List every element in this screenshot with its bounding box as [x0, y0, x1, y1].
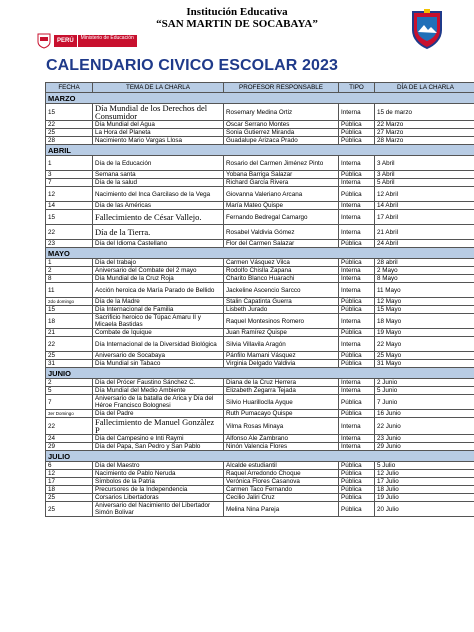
type-cell: Interna — [339, 202, 375, 210]
teacher-cell: Raquel Arredondo Choque — [224, 470, 339, 478]
type-cell: Pública — [339, 259, 375, 267]
talk-day-cell: 29 Junio — [375, 443, 474, 451]
teacher-cell: Silvio Huarilloclla Ayque — [224, 395, 339, 410]
teacher-cell: Sonia Gutierrez Miranda — [224, 129, 339, 137]
talk-day-cell: 16 Junio — [375, 410, 474, 418]
date-cell: 3 — [46, 171, 93, 179]
date-cell: 25 — [46, 494, 93, 502]
table-row — [46, 240, 474, 248]
teacher-cell: Alcalde estudiantil — [224, 462, 339, 470]
topic-cell: Día Mundial de los Derechos del Consumidor — [93, 104, 224, 121]
table-row — [46, 202, 474, 210]
type-cell: Pública — [339, 306, 375, 314]
type-cell: Pública — [339, 360, 375, 368]
date-cell: 15 — [46, 210, 93, 225]
date-cell: 15 — [46, 104, 93, 121]
date-cell: 1 — [46, 259, 93, 267]
date-cell: 31 — [46, 360, 93, 368]
topic-cell: Día Internacional de Familia — [93, 306, 224, 314]
table-row — [46, 121, 474, 129]
type-cell: Pública — [339, 329, 375, 337]
date-cell: 24 — [46, 435, 93, 443]
topic-cell: Día Mundial del Agua — [93, 121, 224, 129]
table-row — [46, 418, 474, 435]
date-cell: 25 — [46, 502, 93, 517]
date-cell: 22 — [46, 337, 93, 352]
topic-cell: Día Mundial sin Tabaco — [93, 360, 224, 368]
month-row — [46, 368, 474, 379]
topic-cell: Día de la Madre — [93, 298, 224, 306]
date-cell: 8 — [46, 275, 93, 283]
teacher-cell: Yobana Barriga Salazar — [224, 171, 339, 179]
date-cell: 1 — [46, 156, 93, 171]
type-cell: Interna — [339, 418, 375, 435]
type-cell: Pública — [339, 462, 375, 470]
talk-day-cell: 11 Mayo — [375, 283, 474, 298]
table-row — [46, 462, 474, 470]
table-row — [46, 387, 474, 395]
talk-day-cell: 17 Julio — [375, 478, 474, 486]
institution-header — [0, 6, 474, 30]
table-row — [46, 306, 474, 314]
teacher-cell: Elizabeth Zegarra Tejada — [224, 387, 339, 395]
topic-cell: La Hora del Planeta — [93, 129, 224, 137]
column-header-dia: DÍA DE LA CHARLA — [375, 83, 474, 93]
month-label: JUNIO — [46, 368, 474, 379]
topic-cell: Día de la salud — [93, 179, 224, 187]
talk-day-cell: 7 Junio — [375, 395, 474, 410]
topic-cell: Combate de Iquique — [93, 329, 224, 337]
teacher-cell: Giovanna Valeriano Arcana — [224, 187, 339, 202]
type-cell: Interna — [339, 283, 375, 298]
teacher-cell: Ruth Pumacayo Quispe — [224, 410, 339, 418]
teacher-cell: Juan Ramírez Quispe — [224, 329, 339, 337]
date-cell: 7 — [46, 395, 93, 410]
table-row — [46, 435, 474, 443]
date-cell: 18 — [46, 486, 93, 494]
date-cell: 28 — [46, 137, 93, 145]
type-cell: Interna — [339, 156, 375, 171]
talk-day-cell: 19 Mayo — [375, 329, 474, 337]
topic-cell: Día del Campesino e Inti Raymi — [93, 435, 224, 443]
date-cell: 11 — [46, 283, 93, 298]
talk-day-cell: 24 Abril — [375, 240, 474, 248]
talk-day-cell: 12 Mayo — [375, 298, 474, 306]
table-row — [46, 443, 474, 451]
topic-cell: Nacimiento Mario Vargas Llosa — [93, 137, 224, 145]
type-cell: Interna — [339, 387, 375, 395]
topic-cell: Corsarios Libertadoras — [93, 494, 224, 502]
teacher-cell: Oscar Serrano Montes — [224, 121, 339, 129]
type-cell: Pública — [339, 410, 375, 418]
topic-cell: Precursores de la Independencia — [93, 486, 224, 494]
date-cell: 12 — [46, 470, 93, 478]
table-row — [46, 156, 474, 171]
table-row — [46, 379, 474, 387]
table-row — [46, 494, 474, 502]
table-row — [46, 395, 474, 410]
topic-cell: Nacimiento del Inca Garcilaso de la Vega — [93, 187, 224, 202]
talk-day-cell: 14 Abril — [375, 202, 474, 210]
type-cell: Pública — [339, 187, 375, 202]
topic-cell: Día del Prócer Faustino Sánchez C. — [93, 379, 224, 387]
logo-peru-text: PERÚ — [54, 35, 77, 47]
type-cell: Pública — [339, 171, 375, 179]
table-row — [46, 267, 474, 275]
teacher-cell: Rosemary Medina Ortiz — [224, 104, 339, 121]
table-row — [46, 137, 474, 145]
table-row — [46, 129, 474, 137]
type-cell: Interna — [339, 443, 375, 451]
table-row — [46, 171, 474, 179]
talk-day-cell: 20 Julio — [375, 502, 474, 517]
type-cell: Interna — [339, 337, 375, 352]
talk-day-cell: 15 de marzo — [375, 104, 474, 121]
type-cell: Pública — [339, 137, 375, 145]
topic-cell: Sacrificio heroico de Túpac Amaru II y Micaela Bastidas — [93, 314, 224, 329]
date-cell: 29 — [46, 443, 93, 451]
topic-cell: Acción heroica de María Parado de Bellido — [93, 283, 224, 298]
table-row — [46, 179, 474, 187]
teacher-cell: Stalin Capatinta Guerra — [224, 298, 339, 306]
talk-day-cell: 22 Mayo — [375, 337, 474, 352]
logo-ministerio-text: Ministerio de Educación — [78, 35, 137, 47]
column-header-tipo: TIPO — [339, 83, 375, 93]
table-row — [46, 225, 474, 240]
date-cell: 6 — [46, 462, 93, 470]
month-label: ABRIL — [46, 145, 474, 156]
month-row — [46, 145, 474, 156]
topic-cell: Aniversario del Combate del 2 mayo — [93, 267, 224, 275]
date-cell: 15 — [46, 306, 93, 314]
table-row — [46, 337, 474, 352]
talk-day-cell: 28 Marzo — [375, 137, 474, 145]
teacher-cell: Carmen Vásquez Vilca — [224, 259, 339, 267]
date-cell: 2 — [46, 379, 93, 387]
teacher-cell: Melina Nina Pareja — [224, 502, 339, 517]
table-row — [46, 329, 474, 337]
talk-day-cell: 3 Abril — [375, 156, 474, 171]
date-cell: 21 — [46, 329, 93, 337]
type-cell: Interna — [339, 210, 375, 225]
table-row — [46, 104, 474, 121]
teacher-cell: Vilma Rosas Minaya — [224, 418, 339, 435]
teacher-cell: Pánfilo Mamani Vásquez — [224, 352, 339, 360]
date-cell: 3er Domingo — [46, 410, 93, 418]
type-cell: Pública — [339, 129, 375, 137]
teacher-cell: Charito Blanco Huarachi — [224, 275, 339, 283]
teacher-cell: Guadalupe Arizaca Prado — [224, 137, 339, 145]
topic-cell: Fallecimiento de Manuel Gonzàlez P — [93, 418, 224, 435]
teacher-cell: Diana de la Cruz Herrera — [224, 379, 339, 387]
date-cell: 23 — [46, 240, 93, 248]
date-cell: 18 — [46, 314, 93, 329]
table-header-row — [46, 83, 474, 93]
topic-cell: Semana santa — [93, 171, 224, 179]
teacher-cell: Rosabel Valdivia Gómez — [224, 225, 339, 240]
talk-day-cell: 22 Junio — [375, 418, 474, 435]
column-header-tema: TEMA DE LA CHARLA — [93, 83, 224, 93]
calendar-table — [45, 82, 474, 517]
type-cell: Pública — [339, 494, 375, 502]
type-cell: Pública — [339, 121, 375, 129]
teacher-cell: Raquel Montesinos Romero — [224, 314, 339, 329]
talk-day-cell: 5 Julio — [375, 462, 474, 470]
teacher-cell: Virginia Delgado Valdivia — [224, 360, 339, 368]
date-cell: 22 — [46, 418, 93, 435]
topic-cell: Día del Idioma Castellano — [93, 240, 224, 248]
table-row — [46, 486, 474, 494]
teacher-cell: Jackeline Ascencio Sarcco — [224, 283, 339, 298]
table-row — [46, 275, 474, 283]
teacher-cell: Verónica Flores Casanova — [224, 478, 339, 486]
table-row — [46, 298, 474, 306]
talk-day-cell: 15 Mayo — [375, 306, 474, 314]
month-label: MARZO — [46, 93, 474, 104]
type-cell: Pública — [339, 486, 375, 494]
topic-cell: Símbolos de la Patria — [93, 478, 224, 486]
teacher-cell: Richard García Rivera — [224, 179, 339, 187]
talk-day-cell: 8 Mayo — [375, 275, 474, 283]
type-cell: Interna — [339, 267, 375, 275]
topic-cell: Día del trabajo — [93, 259, 224, 267]
talk-day-cell: 28 abril — [375, 259, 474, 267]
table-row — [46, 352, 474, 360]
institution-name: “SAN MARTIN DE SOCABAYA” — [156, 18, 318, 30]
type-cell: Interna — [339, 104, 375, 121]
date-cell: 14 — [46, 202, 93, 210]
type-cell: Interna — [339, 275, 375, 283]
topic-cell: Día Mundial de la Cruz Roja — [93, 275, 224, 283]
talk-day-cell: 25 Mayo — [375, 352, 474, 360]
talk-day-cell: 5 Abril — [375, 179, 474, 187]
teacher-cell: Flor del Carmen Salazar — [224, 240, 339, 248]
date-cell: 22 — [46, 225, 93, 240]
teacher-cell: Fernando Bedregal Camargo — [224, 210, 339, 225]
topic-cell: Día de la Educación — [93, 156, 224, 171]
table-row — [46, 187, 474, 202]
table-row — [46, 478, 474, 486]
talk-day-cell: 18 Mayo — [375, 314, 474, 329]
column-header-fecha: FECHA — [46, 83, 93, 93]
topic-cell: Día del Maestro — [93, 462, 224, 470]
teacher-cell: Cecilio Jaliri Cruz — [224, 494, 339, 502]
topic-cell: Día del Papa, San Pedro y San Pablo — [93, 443, 224, 451]
teacher-cell: Lisbeth Jurado — [224, 306, 339, 314]
school-crest-icon — [410, 8, 444, 50]
table-row — [46, 410, 474, 418]
teacher-cell: Silvia Villavila Aragón — [224, 337, 339, 352]
talk-day-cell: 21 Abril — [375, 225, 474, 240]
table-row — [46, 259, 474, 267]
month-row — [46, 248, 474, 259]
date-cell: 5 — [46, 387, 93, 395]
month-row — [46, 93, 474, 104]
talk-day-cell: 5 Junio — [375, 387, 474, 395]
table-row — [46, 360, 474, 368]
date-cell: 25 — [46, 129, 93, 137]
talk-day-cell: 27 Marzo — [375, 129, 474, 137]
minedu-logo — [36, 33, 137, 49]
topic-cell: Nacimiento de Pablo Neruda — [93, 470, 224, 478]
table-row — [46, 210, 474, 225]
date-cell: 12 — [46, 187, 93, 202]
teacher-cell: Rosario del Carmen Jiménez Pinto — [224, 156, 339, 171]
type-cell: Interna — [339, 314, 375, 329]
type-cell: Interna — [339, 179, 375, 187]
page-title: CALENDARIO CIVICO ESCOLAR 2023 — [46, 57, 338, 74]
talk-day-cell: 2 Junio — [375, 379, 474, 387]
talk-day-cell: 12 Julio — [375, 470, 474, 478]
date-cell: 22 — [46, 121, 93, 129]
type-cell: Interna — [339, 379, 375, 387]
month-row — [46, 451, 474, 462]
date-cell: 17 — [46, 478, 93, 486]
talk-day-cell: 3 Abril — [375, 171, 474, 179]
type-cell: Pública — [339, 298, 375, 306]
type-cell: Pública — [339, 502, 375, 517]
institution-label: Institución Educativa — [186, 6, 288, 18]
calendar-body — [46, 93, 474, 517]
teacher-cell: Rodolfo Chislla Zapana — [224, 267, 339, 275]
type-cell: Interna — [339, 435, 375, 443]
teacher-cell: Alfonso Ale Zambrano — [224, 435, 339, 443]
talk-day-cell: 12 Abril — [375, 187, 474, 202]
type-cell: Pública — [339, 478, 375, 486]
table-row — [46, 502, 474, 517]
topic-cell: Día del Padre — [93, 410, 224, 418]
topic-cell: Día Internacional de la Diversidad Biológica — [93, 337, 224, 352]
date-cell: 2do domingo — [46, 298, 93, 306]
type-cell: Pública — [339, 240, 375, 248]
type-cell: Pública — [339, 352, 375, 360]
date-cell: 7 — [46, 179, 93, 187]
talk-day-cell: 23 Junio — [375, 435, 474, 443]
column-header-profesor: PROFESOR RESPONSABLE — [224, 83, 339, 93]
talk-day-cell: 17 Abril — [375, 210, 474, 225]
type-cell: Interna — [339, 225, 375, 240]
teacher-cell: María Mateo Quispe — [224, 202, 339, 210]
topic-cell: Día de la Tierra. — [93, 225, 224, 240]
table-row — [46, 314, 474, 329]
peru-shield-icon — [36, 33, 52, 49]
teacher-cell: Carmen Taco Fernando — [224, 486, 339, 494]
table-row — [46, 283, 474, 298]
topic-cell: Día de las Américas — [93, 202, 224, 210]
talk-day-cell: 19 Julio — [375, 494, 474, 502]
topic-cell: Fallecimiento de César Vallejo. — [93, 210, 224, 225]
talk-day-cell: 31 Mayo — [375, 360, 474, 368]
date-cell: 2 — [46, 267, 93, 275]
topic-cell: Aniversario de Socabaya — [93, 352, 224, 360]
topic-cell: Día Mundial del Medio Ambiente — [93, 387, 224, 395]
teacher-cell: Ninón Valencia Flores — [224, 443, 339, 451]
month-label: MAYO — [46, 248, 474, 259]
talk-day-cell: 22 Marzo — [375, 121, 474, 129]
talk-day-cell: 18 Julio — [375, 486, 474, 494]
date-cell: 25 — [46, 352, 93, 360]
type-cell: Pública — [339, 470, 375, 478]
table-row — [46, 470, 474, 478]
month-label: JULIO — [46, 451, 474, 462]
type-cell: Pública — [339, 395, 375, 410]
topic-cell: Aniversario del Nacimiento del Libertador Simón Bolivar — [93, 502, 224, 517]
topic-cell: Aniversario de la batalla de Arica y Día del Héroe Francisco Bolognesi — [93, 395, 224, 410]
talk-day-cell: 2 Mayo — [375, 267, 474, 275]
